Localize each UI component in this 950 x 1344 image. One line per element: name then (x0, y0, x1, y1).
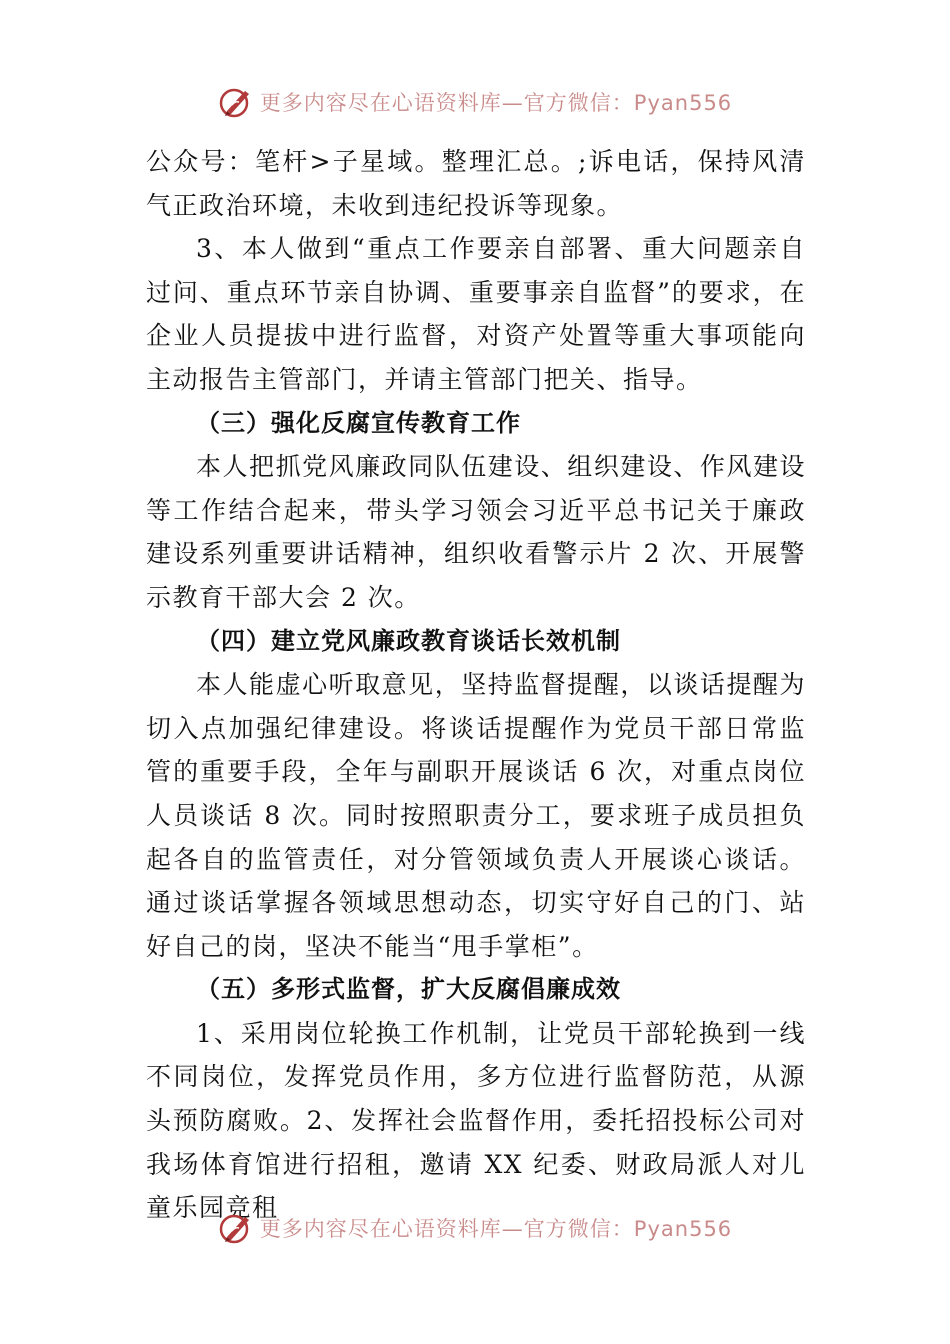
watermark-text: 更多内容尽在心语资料库—官方微信：Pyan556 (259, 91, 733, 115)
paragraph-3: 本人把抓党风廉政同队伍建设、组织建设、作风建设等工作结合起来，带头学习领会习近平总书记关于廉政建设系列重要讲话精神，组织收看警示片 2 次、开展警示教育干部大会 2 次。 (146, 452, 806, 612)
watermark-text: 更多内容尽在心语资料库—官方微信：Pyan556 (259, 1217, 733, 1241)
paragraph-2: 3、本人做到“重点工作要亲自部署、重大问题亲自过问、重点环节亲自协调、重要事亲自监督”的要求，在企业人员提拔中进行监督，对资产处置等重大事项能向主动报告主管部门，并请主管部门把关、指导。 (146, 234, 806, 394)
watermark-banner-bottom (0, 1208, 950, 1248)
paragraph-1: 公众号：笔杆>子星域。整理汇总。;诉电话，保持风清气正政治环境，未收到违纪投诉等现象。 (146, 147, 806, 220)
pen-logo-icon (218, 84, 254, 120)
paragraph-4: 本人能虚心听取意见，坚持监督提醒，以谈话提醒为切入点加强纪律建设。将谈话提醒作为党员干部日常监管的重要手段，全年与副职开展谈话 6 次，对重点岗位人员谈话 8 次。同时按照职责分工，要求班子成员担负起各自的监管责任，对分管领域负责人开展谈心谈话。通过谈话掌握各领域思想动态，切实守好自己的门、站好自己的岗，坚决不能当“甩手掌柜”。 (146, 670, 806, 961)
watermark-banner-top (0, 82, 950, 122)
document-body (146, 140, 806, 1230)
pen-logo-icon (218, 1210, 254, 1246)
section-heading-3: （三）强化反腐宣传教育工作 (196, 408, 521, 437)
paragraph-5: 1、采用岗位轮换工作机制，让党员干部轮换到一线不同岗位，发挥党员作用，多方位进行监督防范，从源头预防腐败。2、发挥社会监督作用，委托招投标公司对我场体育馆进行招租，邀请 XX 纪委、财政局派人对儿童乐园竞租 (146, 1018, 806, 1223)
section-heading-4: （四）建立党风廉政教育谈话长效机制 (196, 626, 621, 655)
section-heading-5: （五）多形式监督，扩大反腐倡廉成效 (196, 975, 621, 1004)
